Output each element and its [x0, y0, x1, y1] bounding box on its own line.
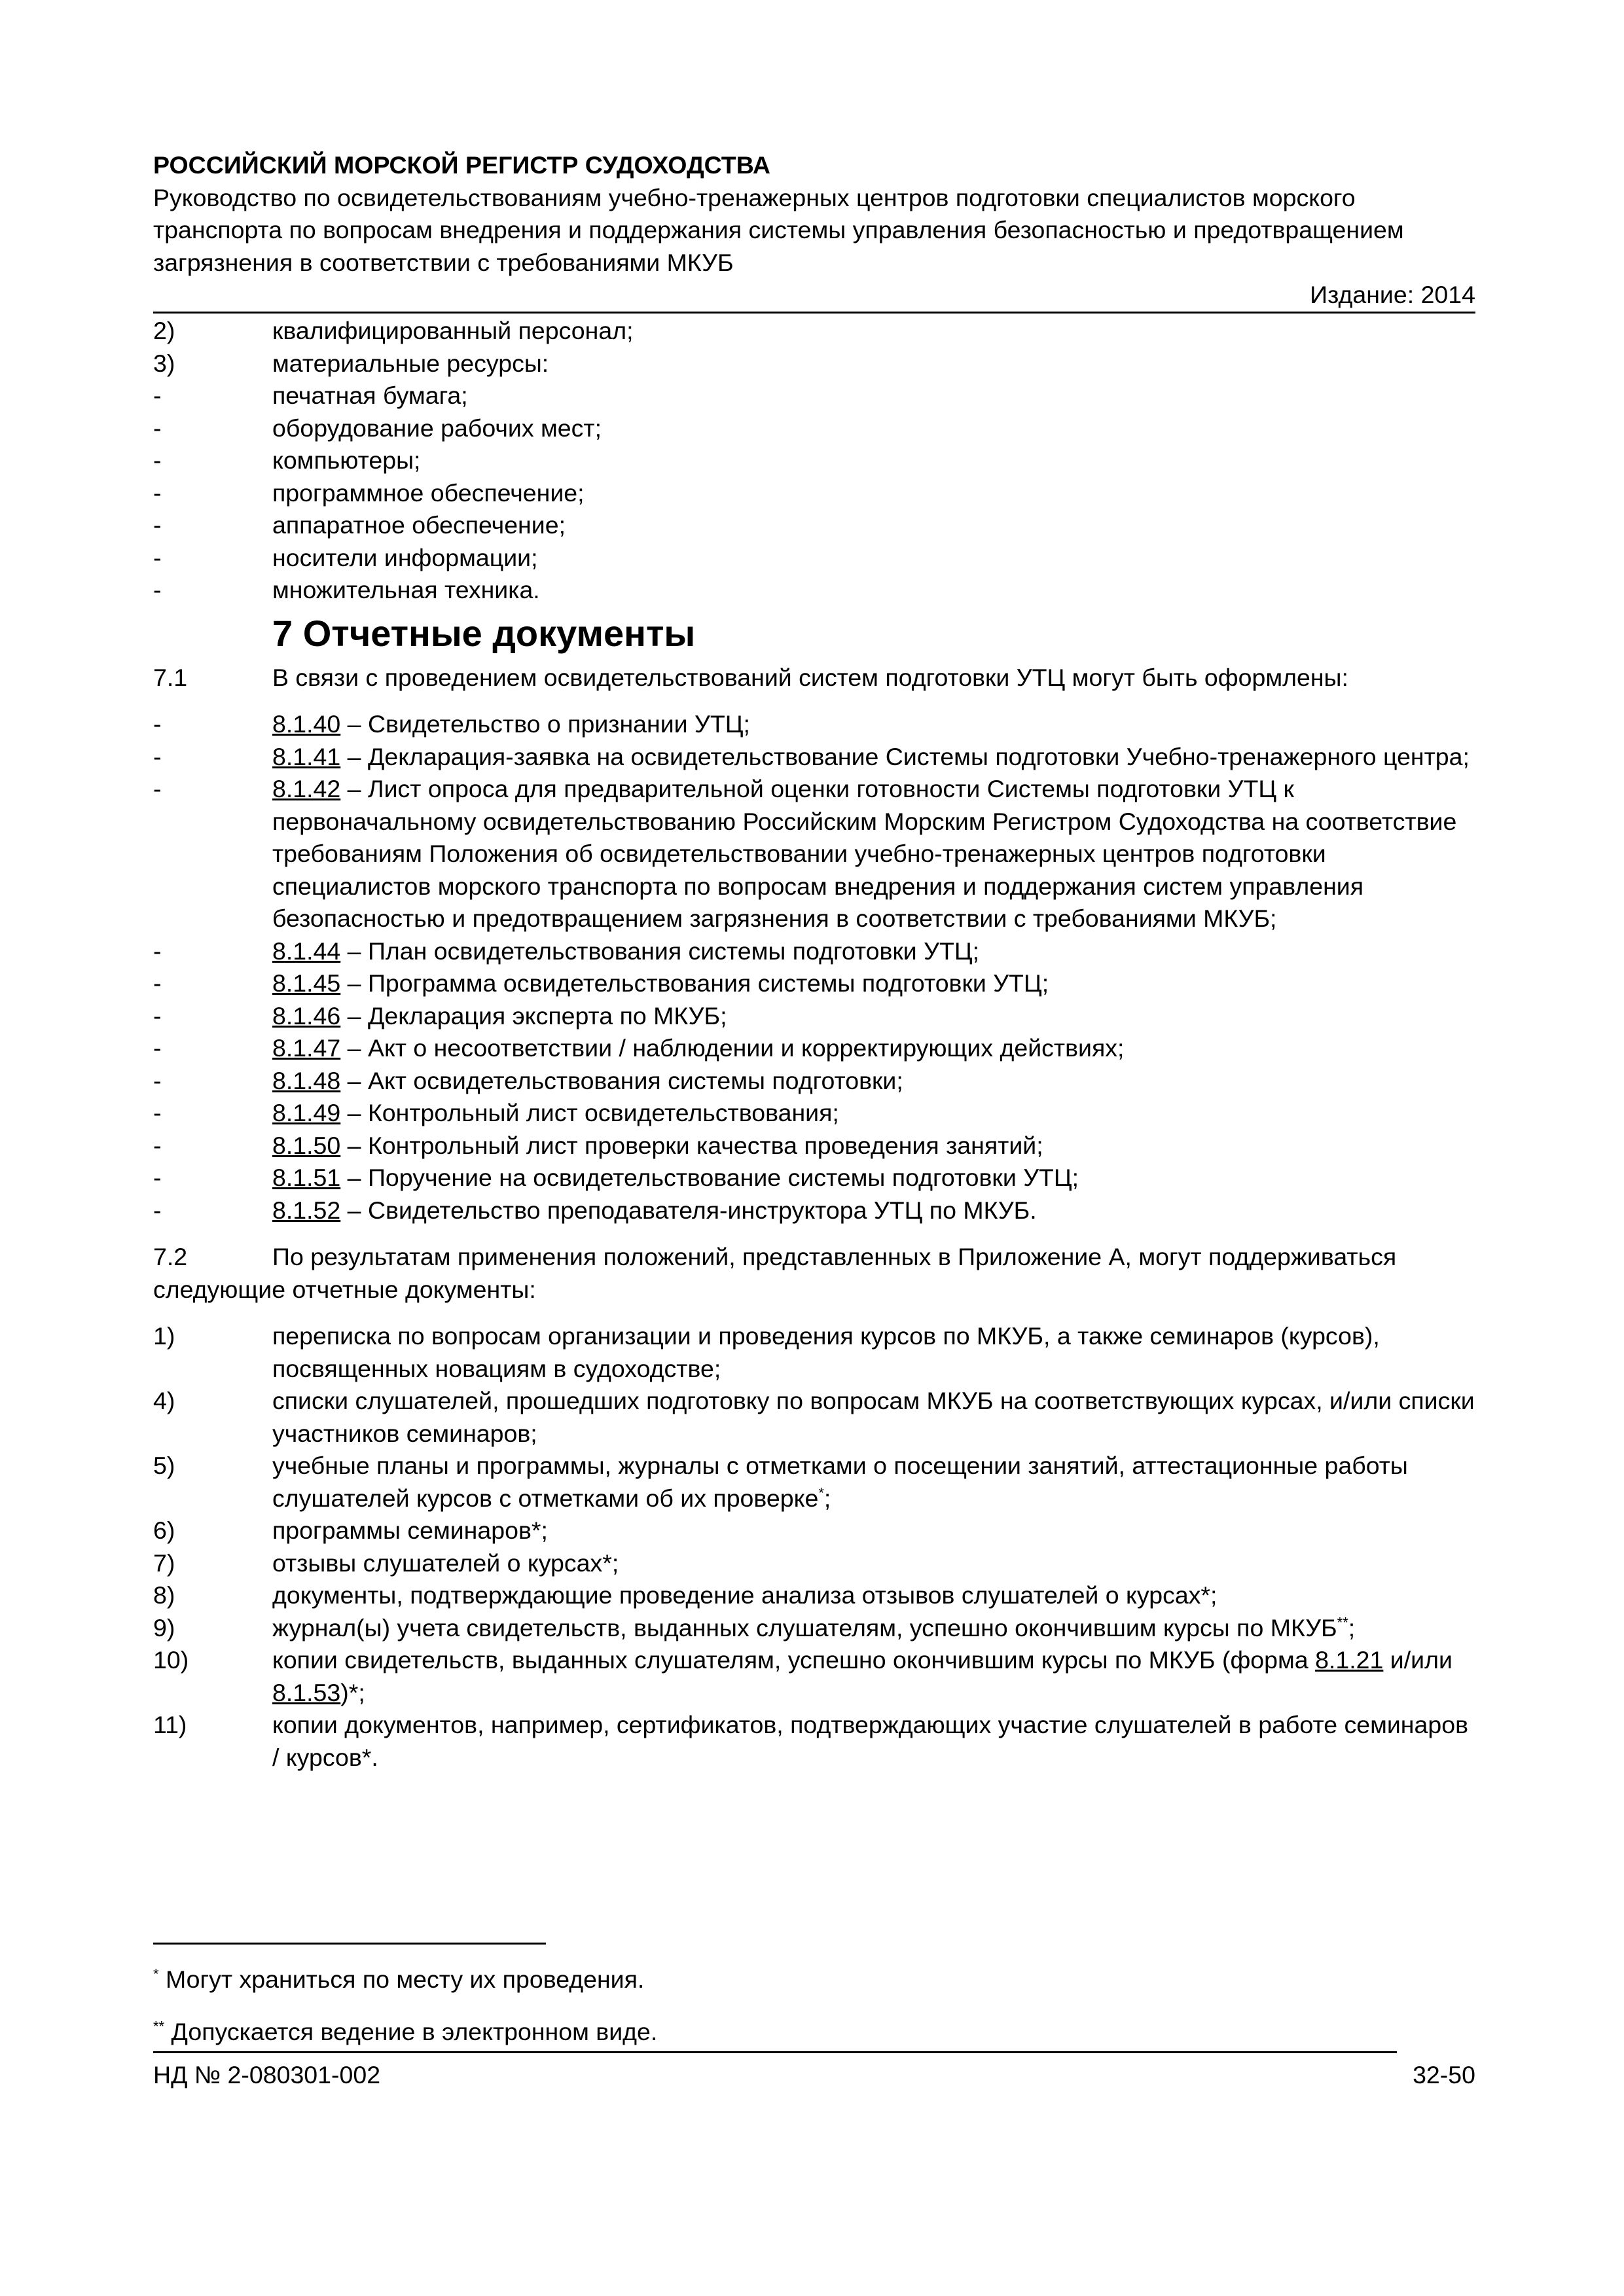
footnote-ref[interactable]: * — [818, 1484, 824, 1501]
header-rule — [153, 312, 1475, 314]
form-link[interactable]: 8.1.51 — [272, 1164, 341, 1191]
list-item: 8) документы, подтверждающие проведение анализа отзывов слушателей о курсах*; — [153, 1581, 1218, 1609]
list-item: - 8.1.41 – Декларация-заявка на освидетельствование Системы подготовки Учебно-тренажерного центра; — [153, 742, 1470, 770]
list-item: - оборудование рабочих мест; — [153, 414, 602, 442]
page-body — [153, 315, 1475, 1774]
list-item: - 8.1.45 – Программа освидетельствования системы подготовки УТЦ; — [153, 969, 1049, 997]
list-item: 6) программы семинаров*; — [153, 1516, 548, 1544]
footnote: ** Допускается ведение в электронном виде. — [153, 2017, 658, 2045]
list-item: 5) учебные планы и программы, журналы с отметками о посещении занятий, аттестационные работы слушателей курсов с отметками об их проверке*; — [153, 1452, 1408, 1512]
list-item: 10) копии свидетельств, выданных слушателям, успешно окончившим курсы по МКУБ (форма 8.1.21 и/или 8.1.53)*; — [153, 1646, 1453, 1706]
list-item: - носители информации; — [153, 543, 538, 571]
paragraph-7-1: 7.1 В связи с проведением освидетельствований систем подготовки УТЦ могут быть оформлены: — [153, 663, 1348, 691]
forms-list — [153, 708, 1475, 1227]
form-link[interactable]: 8.1.21 — [1315, 1646, 1384, 1674]
page-footer — [153, 2059, 1475, 2092]
list-item: - 8.1.52 – Свидетельство преподавателя-инструктора УТЦ по МКУБ. — [153, 1196, 1037, 1224]
footnote: * Могут храниться по месту их проведения. — [153, 1965, 645, 1993]
form-link[interactable]: 8.1.41 — [272, 742, 341, 770]
form-link[interactable]: 8.1.50 — [272, 1131, 341, 1159]
list-item: 2) квалифицированный персонал; — [153, 317, 634, 344]
list-item: - 8.1.49 – Контрольный лист освидетельствования; — [153, 1099, 839, 1126]
list-item: - аппаратное обеспечение; — [153, 511, 566, 539]
footnote-ref[interactable]: ** — [1337, 1614, 1348, 1630]
list-item: - 8.1.50 – Контрольный лист проверки качества проведения занятий; — [153, 1131, 1043, 1159]
form-link[interactable]: 8.1.48 — [272, 1066, 341, 1094]
list-item: - 8.1.48 – Акт освидетельствования системы подготовки; — [153, 1066, 903, 1094]
resources-list — [153, 315, 1475, 607]
list-item: 7) отзывы слушателей о курсах*; — [153, 1549, 619, 1577]
form-link[interactable]: 8.1.45 — [272, 969, 341, 997]
list-item: - 8.1.51 – Поручение на освидетельствование системы подготовки УТЦ; — [153, 1164, 1079, 1191]
section-heading: 7 Отчетные документы — [272, 612, 696, 654]
form-link[interactable]: 8.1.49 — [272, 1099, 341, 1126]
footer-rule — [153, 2051, 1397, 2053]
list-item: 3) материальные ресурсы: — [153, 349, 549, 377]
page-header — [153, 149, 1475, 312]
reports-list — [153, 1320, 1475, 1774]
form-link[interactable]: 8.1.53 — [272, 1678, 341, 1706]
page-number: 32-50 — [1413, 2061, 1475, 2089]
list-item: - 8.1.46 – Декларация эксперта по МКУБ; — [153, 1001, 727, 1030]
list-item: 4) списки слушателей, прошедших подготовку по вопросам МКУБ на соответствующих курсах, и/или списки участников семинаров; — [153, 1387, 1475, 1447]
header-title: Руководство по освидетельствованиям учебно-тренажерных центров подготовки специалистов морского транспорта по вопросам внедрения и поддержания системы управления безопасностью и предотвращением загрязнения в соответствии с требованиями МКУБ — [153, 183, 1404, 276]
list-item: - 8.1.47 – Акт о несоответствии / наблюдении и корректирующих действиях; — [153, 1034, 1125, 1062]
header-organization: РОССИЙСКИЙ МОРСКОЙ РЕГИСТР СУДОХОДСТВА — [153, 151, 771, 179]
list-item: - 8.1.42 – Лист опроса для предварительной оценки готовности Системы подготовки УТЦ к первоначальному освидетельствованию Российским Морским Регистром Судоходства на соответствие требованиям Положения об освидетельствовании учебно-тренажерных центров подготовки специалистов морского транспорта по вопросам внедрения и поддержания систем управления безопасностью и предотвращением загрязнения в соответствии с требованиями МКУБ; — [153, 775, 1457, 932]
list-item: - компьютеры; — [153, 446, 421, 474]
list-item: - 8.1.44 – План освидетельствования системы подготовки УТЦ; — [153, 937, 980, 965]
list-item: 1) переписка по вопросам организации и проведения курсов по МКУБ, а также семинаров (курсов), посвященных новациям в судоходстве; — [153, 1322, 1380, 1382]
document-number: НД № 2-080301-002 — [153, 2061, 381, 2089]
form-link[interactable]: 8.1.46 — [272, 1001, 341, 1030]
form-link[interactable]: 8.1.47 — [272, 1034, 341, 1062]
form-link[interactable]: 8.1.40 — [272, 710, 341, 738]
form-link[interactable]: 8.1.52 — [272, 1196, 341, 1224]
list-item: 9) журнал(ы) учета свидетельств, выданных слушателям, успешно окончившим курсы по МКУБ**; — [153, 1613, 1356, 1641]
list-item: - программное обеспечение; — [153, 478, 585, 507]
header-edition: Издание: 2014 — [1310, 281, 1475, 308]
list-item: - 8.1.40 – Свидетельство о признании УТЦ; — [153, 710, 750, 738]
form-link[interactable]: 8.1.42 — [272, 775, 341, 802]
list-item: - множительная техника. — [153, 576, 540, 603]
paragraph-7-2: 7.2 По результатам применения положений, представленных в Приложение А, могут поддерживаться следующие отчетные документы: — [153, 1243, 1397, 1303]
list-item: 11) копии документов, например, сертификатов, подтверждающих участие слушателей в работе семинаров / курсов*. — [153, 1711, 1469, 1771]
list-item: - печатная бумага; — [153, 382, 468, 409]
form-link[interactable]: 8.1.44 — [272, 937, 341, 965]
footnote-rule — [153, 1943, 546, 1945]
